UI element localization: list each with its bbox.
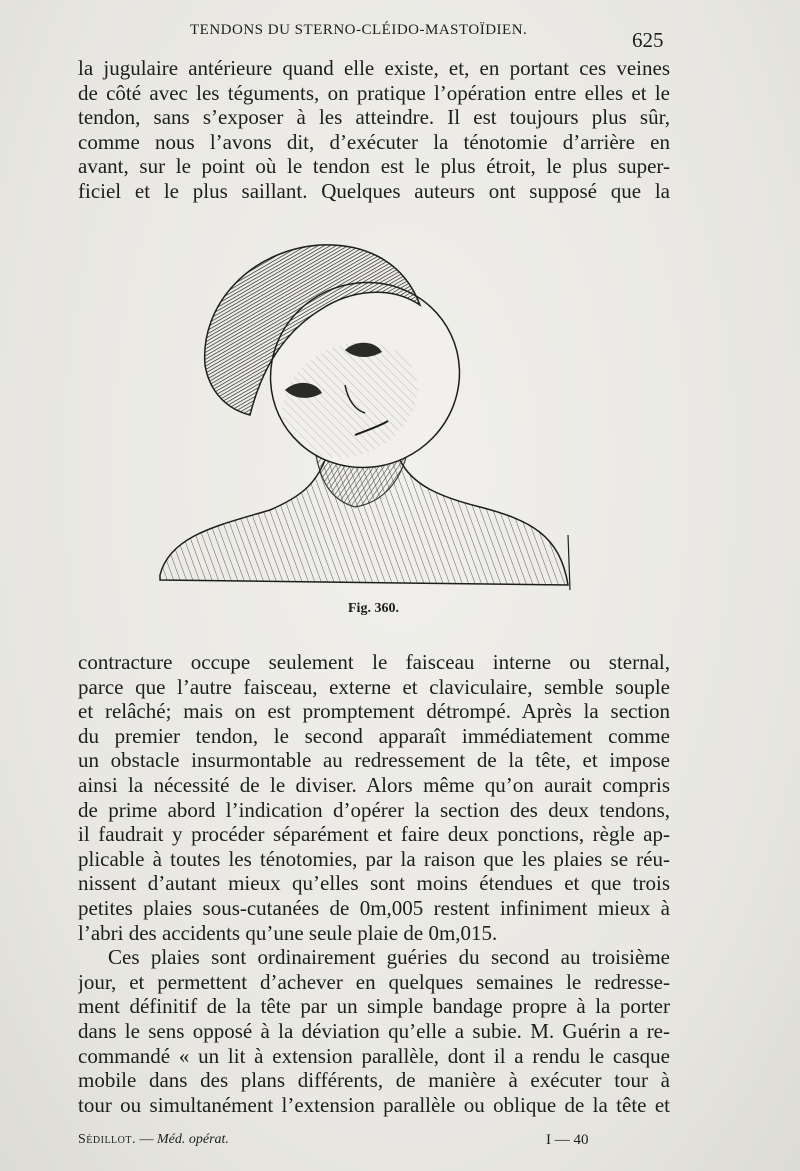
footer-separator: — [136, 1132, 157, 1147]
text-line: et relâché; mais on est promptement détrompé. Après la section [78, 699, 670, 724]
text-line: un obstacle insurmontable au redressement de la tête, et impose [78, 748, 670, 773]
text-line: de côté avec les téguments, on pratique l’opération entre elles et le [78, 80, 670, 105]
running-header: TENDONS DU STERNO-CLÉIDO-MASTOÏDIEN. [190, 22, 528, 38]
text-line: jour, et permettent d’achever en quelques semaines le redresse- [78, 969, 670, 994]
text-line: ment définitif de la tête par un simple bandage propre à la porter [78, 994, 670, 1019]
text-line: plicable à toutes les ténotomies, par la raison que les plaies se réu- [78, 846, 670, 871]
text-line: avant, sur le point où le tendon est le plus étroit, le plus super- [78, 154, 670, 179]
text-line: Ces plaies sont ordinairement guéries du second au troisième [108, 945, 670, 970]
top-paragraph [78, 56, 670, 204]
text-line: ficiel et le plus saillant. Quelques auteurs ont supposé que la [78, 178, 670, 203]
text-line: dans le sens opposé à la déviation qu’elle a subie. M. Guérin a re- [78, 1018, 670, 1043]
text-line: ainsi la nécessité de le diviser. Alors même qu’on aurait compris [78, 772, 670, 797]
text-line: du premier tendon, le second apparaît immédiatement comme [78, 723, 670, 748]
footer-work: Méd. opérat. [157, 1132, 229, 1147]
text-line-last: l’abri des accidents qu’une seule plaie de 0m,015. [78, 920, 498, 945]
text-line: de prime abord l’indication d’opérer la section des deux tendons, [78, 797, 670, 822]
page-number: 625 [632, 28, 664, 52]
text-line: petites plaies sous-cutanées de 0m,005 restent infiniment mieux à [78, 895, 670, 920]
text-line: tendon, sans s’exposer à les atteindre. Il est toujours plus sûr, [78, 105, 670, 130]
footer-citation [78, 1132, 229, 1148]
text-line: parce que l’autre faisceau, externe et claviculaire, semble souple [78, 674, 670, 699]
torticollis-illustration [150, 235, 580, 595]
figure-caption: Fig. 360. [348, 601, 399, 616]
text-line: commandé « un lit à extension parallèle, dont il a rendu le casque [78, 1043, 670, 1068]
text-line: mobile dans des plans différents, de manière à exécuter tour à [78, 1068, 670, 1093]
text-line: contracture occupe seulement le faisceau interne ou sternal, [78, 650, 670, 674]
signature-mark: I — 40 [546, 1132, 589, 1148]
text-line: nissent d’autant mieux qu’elles sont moins étendues et que trois [78, 871, 670, 896]
text-line: tour ou simultanément l’extension parallèle ou oblique de la tête et [78, 1092, 670, 1117]
footer-author: Sédillot. [78, 1132, 136, 1147]
bottom-text [78, 650, 670, 1117]
text-line: il faudrait y procéder séparément et faire deux ponctions, règle ap- [78, 822, 670, 847]
text-line: comme nous l’avons dit, d’exécuter la ténotomie d’arrière en [78, 129, 670, 154]
text-line: la jugulaire antérieure quand elle existe, et, en portant ces veines [78, 56, 670, 80]
